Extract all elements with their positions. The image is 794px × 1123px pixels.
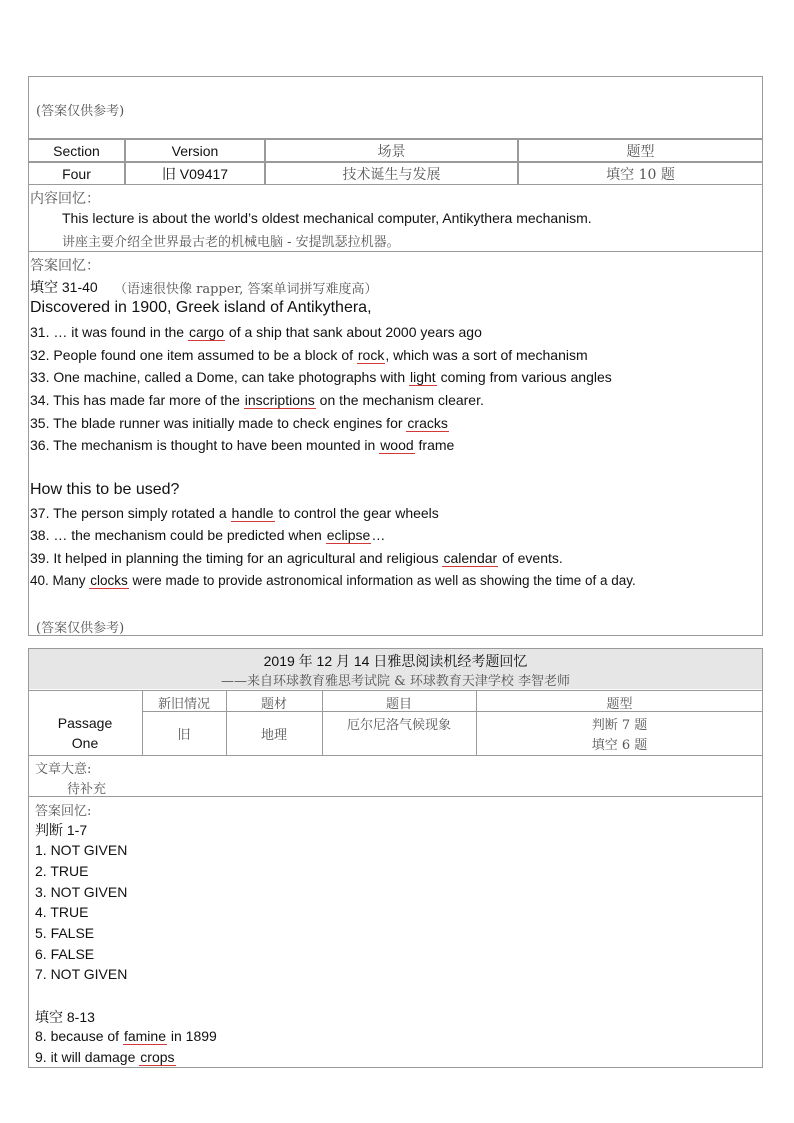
passage-label: Passage bbox=[57, 715, 113, 731]
fill-note: （语速很快像 rapper, 答案单词拼写难度高） bbox=[114, 282, 378, 297]
answer-9: crops bbox=[140, 1049, 175, 1065]
question-34: 34. This has made far more of the inscriptions on the mechanism clearer. bbox=[30, 392, 484, 408]
th-topic: 题材 bbox=[260, 697, 287, 712]
question-9: 9. it will damage crops bbox=[35, 1049, 175, 1065]
answer-2: 2. TRUE bbox=[35, 863, 89, 879]
question-32: 32. People found one item assumed to be a block of rock, which was a sort of mechanism bbox=[30, 347, 588, 363]
answer-32: rock bbox=[357, 347, 385, 363]
note-top: (答案仅供参考) bbox=[36, 104, 125, 119]
answer-8: famine bbox=[123, 1028, 166, 1044]
td-section: Four bbox=[28, 162, 125, 185]
content-cn: 讲座主要介绍全世界最古老的机械电脑 - 安提凯瑟拉机器。 bbox=[62, 235, 400, 250]
question-39: 39. It helped in planning the timing for an agricultural and religious calendar of events. bbox=[30, 550, 563, 566]
answer-34: inscriptions bbox=[244, 392, 315, 408]
question-31: 31. … it was found in the cargo of a ship that sank about 2000 years ago bbox=[30, 324, 482, 340]
th-new-old: 新旧情况 bbox=[157, 697, 210, 712]
th-section: Section bbox=[28, 139, 125, 162]
question-38: 38. … the mechanism could be predicted when eclipse… bbox=[30, 527, 386, 543]
note-bottom: (答案仅供参考) bbox=[36, 621, 125, 636]
fill-label-2: 填空 8-13 bbox=[35, 1009, 95, 1025]
answer-4: 4. TRUE bbox=[35, 904, 89, 920]
judge-label: 判断 1-7 bbox=[35, 822, 88, 838]
td-qtype-fill: 填空 6 题 bbox=[591, 738, 648, 753]
question-35: 35. The blade runner was initially made to check engines for cracks bbox=[30, 415, 448, 431]
answer-39: calendar bbox=[443, 550, 498, 566]
summary-value: 待补充 bbox=[67, 782, 107, 797]
answer-35: cracks bbox=[407, 415, 448, 431]
answer-38: eclipse bbox=[326, 527, 371, 543]
td-qtype: 填空 10 题 bbox=[518, 162, 763, 185]
td-qtype-judge: 判断 7 题 bbox=[591, 718, 648, 733]
answer-label-2: 答案回忆: bbox=[35, 804, 92, 819]
td-version: 旧 V09417 bbox=[125, 162, 265, 185]
answer-40: clocks bbox=[90, 573, 128, 588]
answer-7: 7. NOT GIVEN bbox=[35, 966, 128, 982]
th-version: Version bbox=[125, 139, 265, 162]
passage-number: One bbox=[71, 735, 99, 751]
answer-3: 3. NOT GIVEN bbox=[35, 884, 128, 900]
question-37: 37. The person simply rotated a handle to control the gear wheels bbox=[30, 505, 439, 521]
heading-how-used: How this to be used? bbox=[30, 481, 180, 498]
th-qtype: 题型 bbox=[518, 139, 763, 162]
fill-label: 填空 31-40 bbox=[30, 279, 98, 295]
th-type: 题型 bbox=[606, 697, 633, 712]
td-topic: 地理 bbox=[260, 728, 287, 743]
summary-label: 文章大意: bbox=[35, 762, 92, 777]
td-scene: 技术诞生与发展 bbox=[265, 162, 518, 185]
answer-1: 1. NOT GIVEN bbox=[35, 842, 128, 858]
question-8: 8. because of famine in 1899 bbox=[35, 1028, 217, 1044]
td-title: 厄尔尼洛气候现象 bbox=[346, 718, 451, 733]
question-33: 33. One machine, called a Dome, can take photographs with light coming from various angles bbox=[30, 369, 612, 385]
content-en: This lecture is about the world’s oldest mechanical computer, Antikythera mechanism. bbox=[62, 210, 592, 226]
question-36: 36. The mechanism is thought to have been mounted in wood frame bbox=[30, 437, 455, 453]
doc-subtitle: ——来自环球教育雅思考试院 & 环球教育天津学校 李智老师 bbox=[221, 674, 570, 689]
answer-6: 6. FALSE bbox=[35, 946, 95, 962]
td-new-old: 旧 bbox=[177, 728, 191, 743]
answer-31: cargo bbox=[188, 324, 225, 340]
answer-37: handle bbox=[231, 505, 274, 521]
question-40: 40. Many clocks were made to provide astronomical information as well as showing the time of a day. bbox=[30, 573, 636, 588]
answer-33: light bbox=[410, 369, 436, 385]
doc-title: 2019 年 12 月 14 日雅思阅读机经考题回忆 bbox=[263, 653, 528, 669]
content-label: 内容回忆： bbox=[30, 191, 100, 207]
th-scene: 场景 bbox=[265, 139, 518, 162]
th-title: 题目 bbox=[385, 697, 412, 712]
answer-label: 答案回忆： bbox=[30, 258, 100, 274]
heading-discovered: Discovered in 1900, Greek island of Antikythera, bbox=[30, 299, 372, 316]
answer-36: wood bbox=[380, 437, 414, 453]
answer-5: 5. FALSE bbox=[35, 925, 95, 941]
